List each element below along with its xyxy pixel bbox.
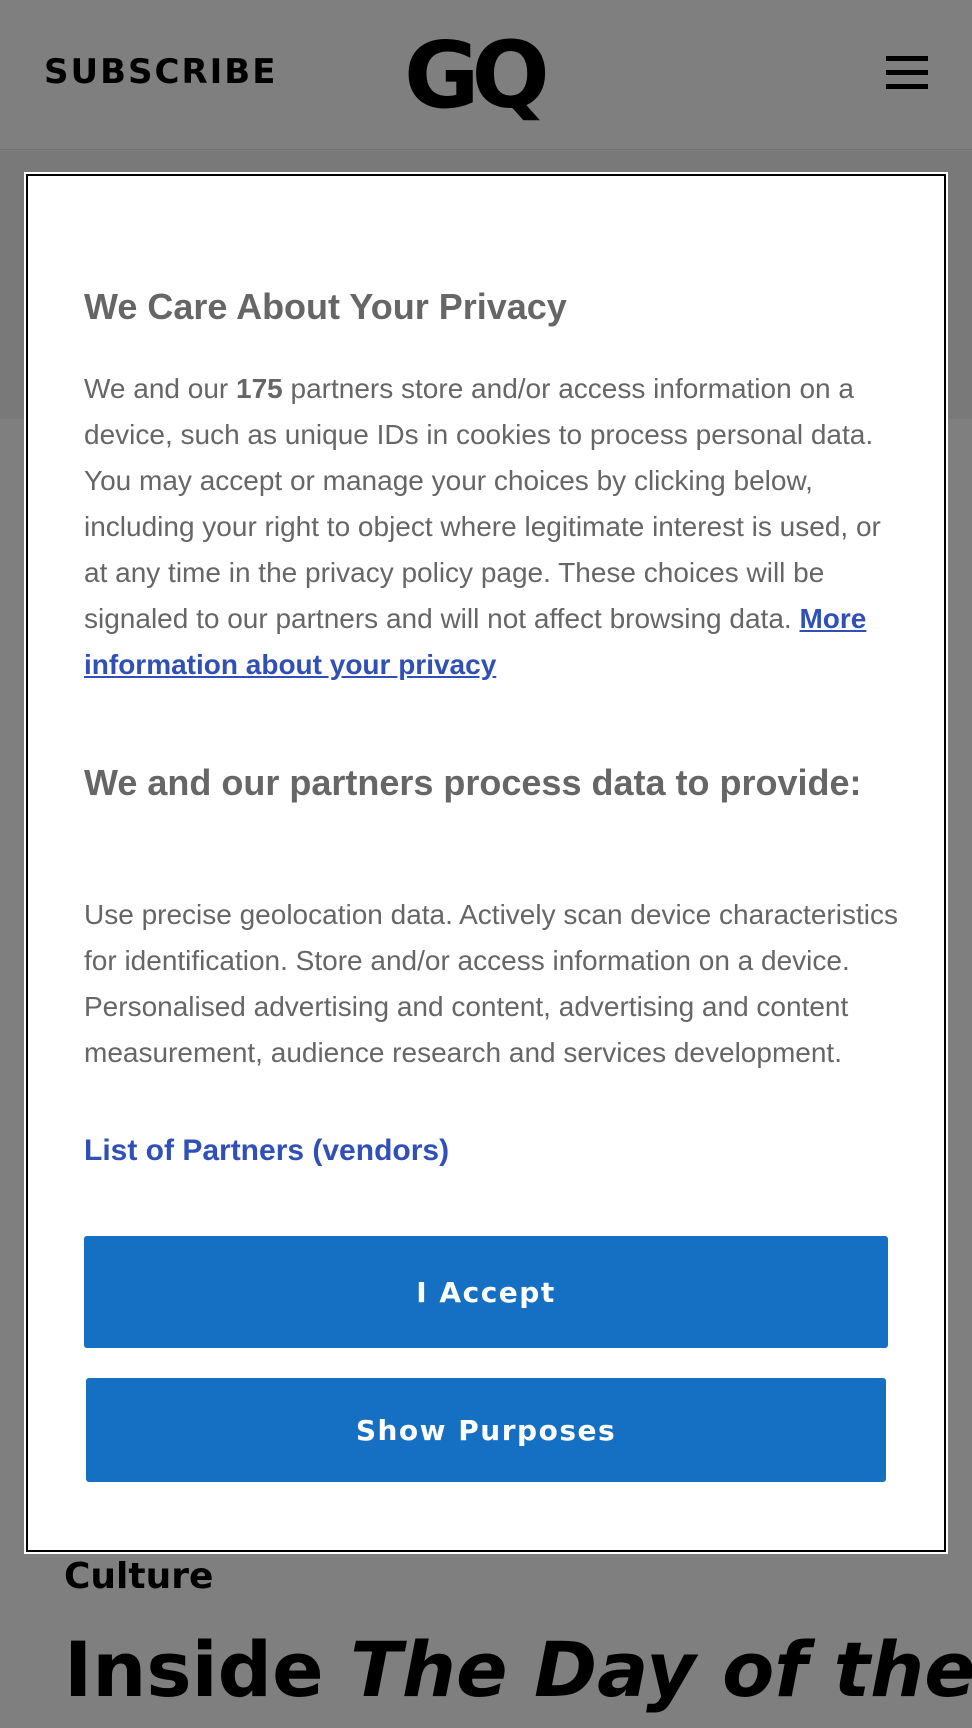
vendors-list-link[interactable]: List of Partners (vendors) <box>84 1134 450 1167</box>
purposes-heading: We and our partners process data to provide: <box>84 762 862 803</box>
privacy-info-link[interactable]: More information about your privacy <box>84 603 867 680</box>
consent-description <box>84 366 904 688</box>
privacy-consent-dialog <box>26 174 946 1552</box>
accept-button[interactable]: I Accept <box>84 1236 888 1348</box>
partner-count: 175 <box>236 373 283 404</box>
purposes-description: Use precise geolocation data. Actively scan device characteristics for identification. Store and/or access information on a device. Personalised advertising and content, advertising and content measurement, audience research and services development. <box>84 899 898 1068</box>
dialog-title: We Care About Your Privacy <box>84 286 567 327</box>
show-purposes-button[interactable]: Show Purposes <box>86 1378 886 1482</box>
body-text: partners store and/or access information on a device, such as unique IDs in cookies to process personal data. You may accept or manage your choices by clicking below, including your right to object where legitimate interest is used, or at any time in the privacy policy page. These choices will be signaled to our partners and will not affect browsing data. <box>84 373 881 634</box>
body-intro: We and our <box>84 373 237 404</box>
